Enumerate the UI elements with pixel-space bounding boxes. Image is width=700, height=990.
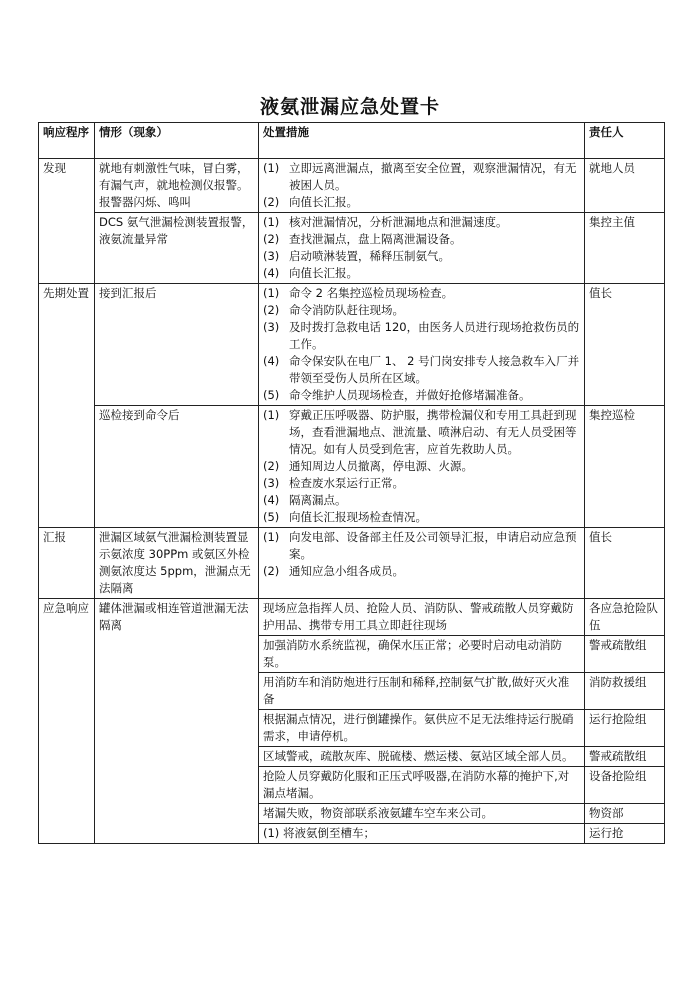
measures-cell: 根据漏点情况，进行倒罐操作。氨供应不足无法维持运行脱硝需求，申请停机。 — [259, 710, 585, 747]
measures-cell — [259, 284, 585, 406]
measures-cell: 堵漏失败，物资部联系液氨罐车空车来公司。 — [259, 804, 585, 824]
emergency-card-table — [38, 122, 665, 844]
header-responsible: 责任人 — [585, 123, 665, 159]
measures-cell: 现场应急指挥人员、抢险人员、消防队、警戒疏散人员穿戴防护用品、携带专用工具立即赶往现场 — [259, 599, 585, 636]
step-text: 通知应急小组各成员。 — [289, 564, 404, 578]
step-text: 穿戴正压呼吸器、防护服，携带检漏仪和专用工具赶到现场，查看泄漏地点、泄流量、喷淋启动、有无人员受困等情况。如有人员受到危害，应首先救助人员。 — [289, 408, 577, 456]
step-number: (4) — [263, 354, 280, 368]
stage-cell: 先期处置 — [39, 284, 95, 528]
measures-cell — [259, 406, 585, 528]
measures-cell: 区域警戒，疏散灰库、脱硫楼、燃运楼、氨站区域全部人员。 — [259, 747, 585, 767]
responsible-cell: 集控主值 — [585, 213, 665, 284]
step-number: (4) — [263, 493, 280, 507]
responsible-cell: 运行抢险组 — [585, 710, 665, 747]
stage-cell: 应急响应 — [39, 599, 95, 844]
step-number: (1) — [263, 286, 280, 300]
measures-cell: 用消防车和消防炮进行压制和稀释,控制氨气扩散,做好灭火准备 — [259, 673, 585, 710]
step-number: (1) — [263, 215, 280, 229]
step-number: (3) — [263, 249, 280, 263]
step-text: 核对泄漏情况，分析泄漏地点和泄漏速度。 — [289, 215, 508, 229]
step-text: 命令 2 名集控巡检员现场检查。 — [289, 286, 454, 300]
table-row — [39, 213, 665, 284]
table-row — [39, 528, 665, 599]
stage-cell: 汇报 — [39, 528, 95, 599]
responsible-cell: 各应急抢险队伍 — [585, 599, 665, 636]
page-title: 液氨泄漏应急处置卡 — [259, 96, 440, 118]
step-text: 向值长汇报现场检查情况。 — [289, 510, 427, 524]
responsible-cell: 值长 — [585, 284, 665, 406]
responsible-cell: 警戒疏散组 — [585, 636, 665, 673]
measures-cell — [259, 528, 585, 599]
situation-cell: 泄漏区域氨气泄漏检测装置显示氨浓度 30PPm 或氨区外检测氨浓度达 5ppm，泄漏点无法隔离 — [95, 528, 259, 599]
responsible-cell: 集控巡检 — [585, 406, 665, 528]
step-text: 及时拨打急救电话 120，由医务人员进行现场抢救伤员的工作。 — [289, 320, 580, 351]
header-situation: 情形（现象） — [95, 123, 259, 159]
step-text: 检查废水泵运行正常。 — [289, 476, 404, 490]
table-row — [39, 159, 665, 213]
header-measures: 处置措施 — [259, 123, 585, 159]
step-number: (5) — [263, 388, 280, 402]
responsible-cell: 警戒疏散组 — [585, 747, 665, 767]
step-number: (5) — [263, 510, 280, 524]
step-text: 命令维护人员现场检查，并做好抢修堵漏准备。 — [289, 388, 531, 402]
step-number: (2) — [263, 303, 280, 317]
step-text: 通知周边人员撤离，停电源、火源。 — [289, 459, 473, 473]
measures-cell — [259, 159, 585, 213]
situation-cell: DCS 氨气泄漏检测装置报警，液氨流量异常 — [95, 213, 259, 284]
table-row — [39, 599, 665, 636]
step-number: (2) — [263, 232, 280, 246]
responsible-cell: 消防救援组 — [585, 673, 665, 710]
step-number: (1) — [263, 161, 280, 175]
responsible-cell: 值长 — [585, 528, 665, 599]
situation-cell: 罐体泄漏或相连管道泄漏无法隔离 — [95, 599, 259, 844]
table-header-row — [39, 123, 665, 159]
step-number: (1) — [263, 408, 280, 422]
responsible-cell: 运行抢 — [585, 824, 665, 844]
situation-cell: 巡检接到命令后 — [95, 406, 259, 528]
responsible-cell: 就地人员 — [585, 159, 665, 213]
step-number: (2) — [263, 195, 280, 209]
step-number: (3) — [263, 476, 280, 490]
step-text: 命令消防队赶往现场。 — [289, 303, 404, 317]
step-text: 查找泄漏点，盘上隔离泄漏设备。 — [289, 232, 462, 246]
step-text: 隔离漏点。 — [289, 493, 347, 507]
header-stage: 响应程序 — [39, 123, 95, 159]
step-number: (2) — [263, 564, 280, 578]
step-number: (2) — [263, 459, 280, 473]
step-text: 向值长汇报。 — [289, 266, 358, 280]
step-number: (4) — [263, 266, 280, 280]
step-text: 启动喷淋装置，稀释压制氨气。 — [289, 249, 450, 263]
step-text: 向发电部、设备部主任及公司领导汇报，申请启动应急预案。 — [289, 530, 577, 561]
step-number: (3) — [263, 320, 280, 334]
responsible-cell: 设备抢险组 — [585, 767, 665, 804]
measures-cell: 加强消防水系统监视，确保水压正常；必要时启动电动消防泵。 — [259, 636, 585, 673]
step-text: 命令保安队在电厂 1、 2 号门岗安排专人接急救车入厂并带领至受伤人员所在区域。 — [289, 354, 580, 385]
stage-cell: 发现 — [39, 159, 95, 284]
measures-cell: 抢险人员穿戴防化服和正压式呼吸器,在消防水幕的掩护下,对漏点堵漏。 — [259, 767, 585, 804]
measures-cell — [259, 213, 585, 284]
step-text: 向值长汇报。 — [289, 195, 358, 209]
table-row — [39, 284, 665, 406]
situation-cell: 接到汇报后 — [95, 284, 259, 406]
situation-cell: 就地有刺激性气味，冒白雾，有漏气声，就地检测仪报警。报警器闪烁、鸣叫 — [95, 159, 259, 213]
step-text: 立即远离泄漏点，撤离至安全位置，观察泄漏情况，有无被困人员。 — [289, 161, 577, 192]
measures-cell: (1) 将液氨倒至槽车； — [259, 824, 585, 844]
responsible-cell: 物资部 — [585, 804, 665, 824]
step-number: (1) — [263, 530, 280, 544]
table-row — [39, 406, 665, 528]
